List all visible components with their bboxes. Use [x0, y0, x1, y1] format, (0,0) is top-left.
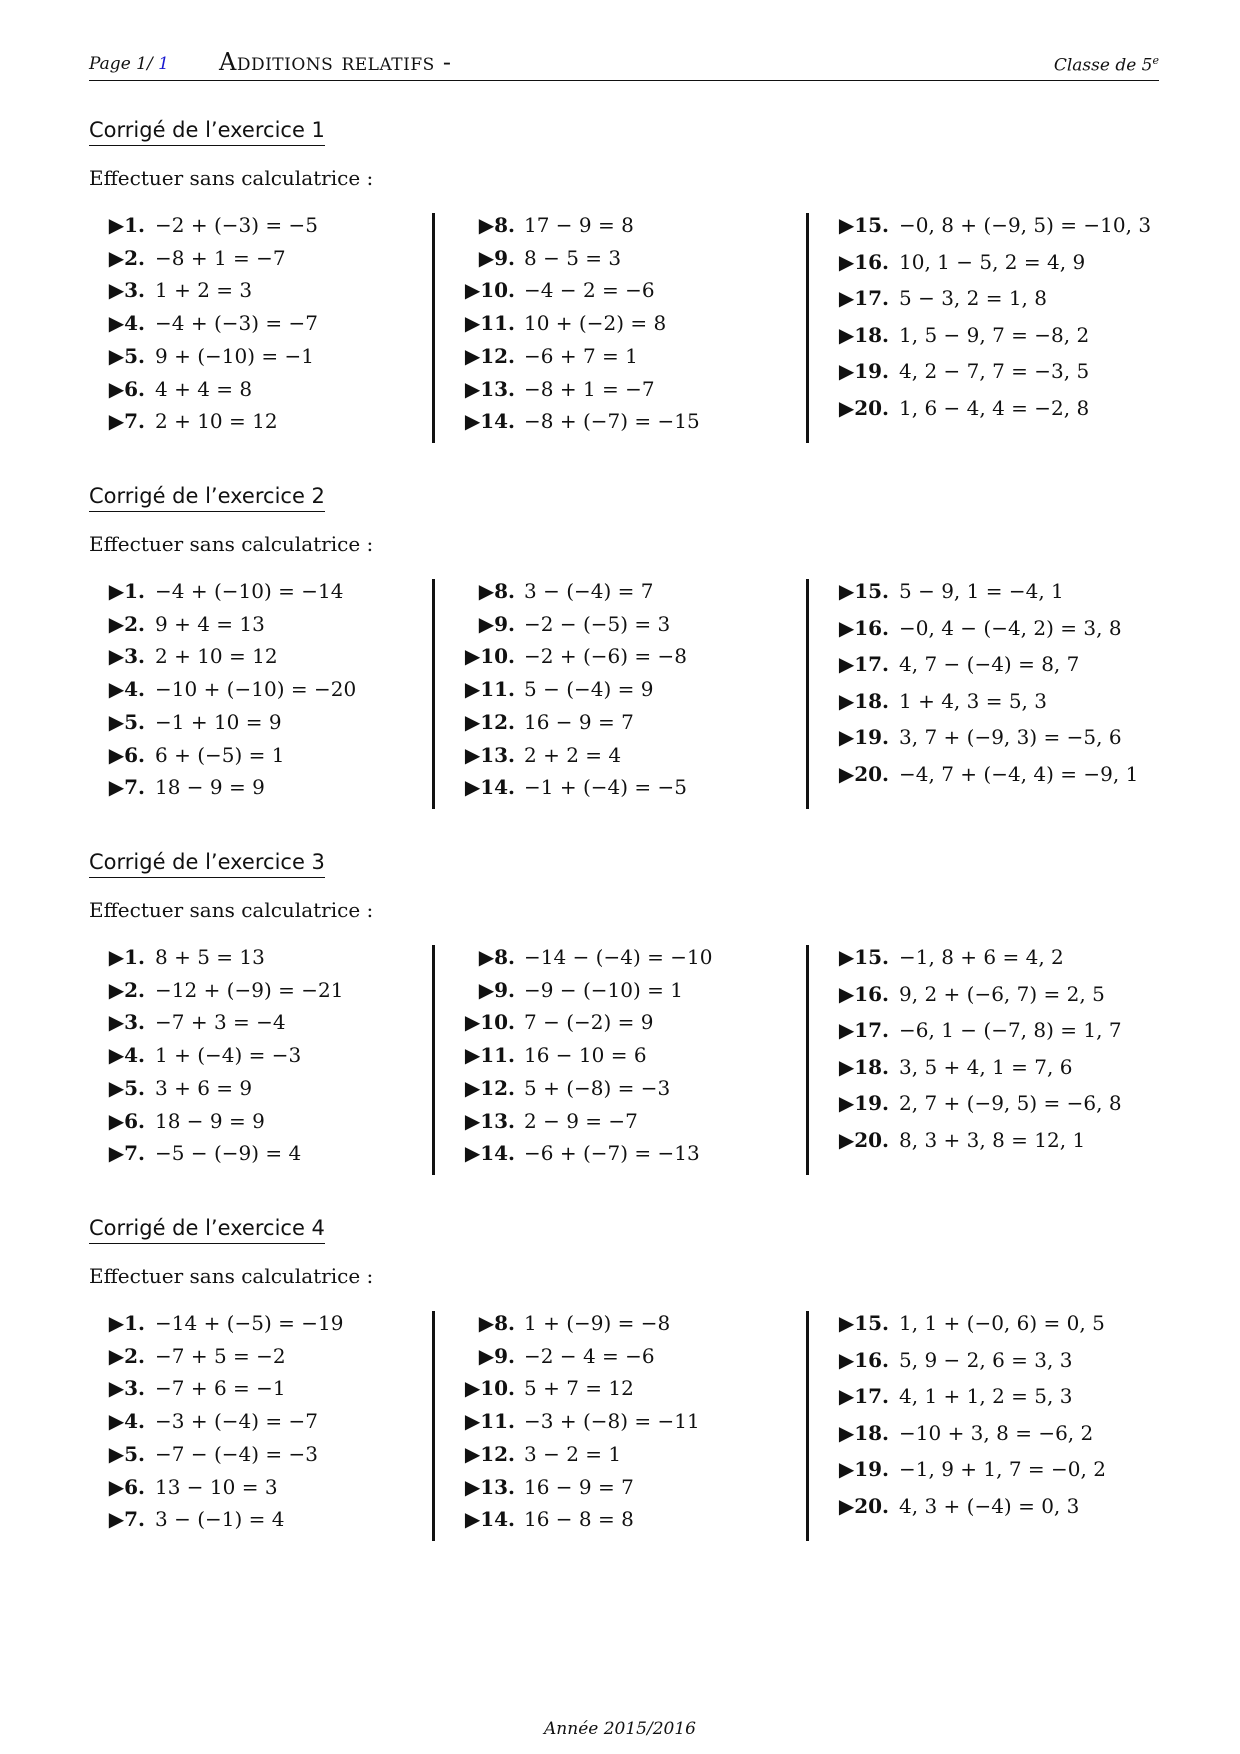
item-expression: 8 − 5 = 3 — [524, 245, 622, 270]
item-number: ▶6. — [108, 742, 145, 767]
item-number: ▶15. — [838, 945, 889, 969]
item-expression: 4, 1 + 1, 2 = 5, 3 — [899, 1384, 1073, 1408]
item-expression: −2 − 4 = −6 — [524, 1343, 655, 1368]
item-expression: 3 − (−1) = 4 — [155, 1507, 285, 1532]
item-number: ▶6. — [108, 1108, 145, 1133]
answer-column — [432, 213, 795, 443]
item-expression: −1, 9 + 1, 7 = −0, 2 — [899, 1457, 1106, 1481]
item-number: ▶12. — [464, 1075, 515, 1100]
item-expression: −14 + (−5) = −19 — [155, 1311, 344, 1335]
item-expression: 1 + 4, 3 = 5, 3 — [899, 688, 1047, 713]
exercise-instruction: Effectuer sans calculatrice : — [89, 532, 374, 556]
item-expression: −0, 8 + (−9, 5) = −10, 3 — [899, 213, 1152, 237]
item-expression: 4, 3 + (−4) = 0, 3 — [899, 1493, 1080, 1518]
item-expression: −4 + (−10) = −14 — [155, 579, 344, 603]
item-expression: −1 + 10 = 9 — [155, 709, 282, 734]
item-number: ▶20. — [838, 1493, 889, 1518]
item-number: ▶4. — [108, 1409, 145, 1434]
item-number: ▶12. — [464, 1441, 515, 1466]
item-number: ▶12. — [464, 343, 515, 368]
item-expression: 18 − 9 = 9 — [155, 1108, 265, 1133]
page-header — [89, 48, 1159, 81]
item-number: ▶20. — [838, 395, 889, 420]
item-number: ▶19. — [838, 359, 889, 383]
item-expression: 5 − 9, 1 = −4, 1 — [899, 579, 1064, 603]
item-number: ▶7. — [108, 409, 145, 434]
item-number: ▶16. — [838, 615, 889, 640]
item-expression: −7 − (−4) = −3 — [155, 1441, 318, 1466]
exercise-title: Corrigé de l’exercice 1 — [89, 118, 325, 146]
item-number: ▶8. — [478, 1311, 515, 1335]
item-number: ▶3. — [108, 278, 145, 303]
item-number: ▶17. — [838, 1384, 889, 1408]
item-expression: 3, 5 + 4, 1 = 7, 6 — [899, 1054, 1073, 1079]
page-footer: Année 2015/2016 — [544, 1719, 696, 1739]
item-expression: −2 + (−3) = −5 — [155, 213, 318, 237]
item-expression: 2 + 2 = 4 — [524, 742, 622, 767]
document-title: Additions relatifs - — [219, 48, 452, 76]
answer-column — [89, 945, 419, 1175]
item-expression: 2 − 9 = −7 — [524, 1108, 638, 1133]
item-expression: 1 + 2 = 3 — [155, 278, 253, 303]
item-number: ▶13. — [464, 1474, 515, 1499]
item-expression: 13 − 10 = 3 — [155, 1474, 278, 1499]
item-expression: −8 + (−7) = −15 — [524, 409, 700, 434]
item-number: ▶17. — [838, 1018, 889, 1042]
item-number: ▶9. — [478, 1343, 515, 1368]
item-number: ▶5. — [108, 709, 145, 734]
answer-column — [89, 579, 419, 809]
item-number: ▶18. — [838, 322, 889, 347]
item-number: ▶16. — [838, 249, 889, 274]
item-expression: −2 − (−5) = 3 — [524, 611, 671, 636]
item-expression: −8 + 1 = −7 — [524, 376, 655, 401]
item-number: ▶2. — [108, 977, 145, 1002]
item-expression: −0, 4 − (−4, 2) = 3, 8 — [899, 615, 1122, 640]
item-expression: 9 + 4 = 13 — [155, 611, 265, 636]
exercise-section — [89, 850, 1169, 1180]
item-expression: −4 + (−3) = −7 — [155, 311, 318, 336]
item-expression: −3 + (−8) = −11 — [524, 1409, 700, 1434]
item-number: ▶13. — [464, 376, 515, 401]
item-number: ▶18. — [838, 688, 889, 713]
item-number: ▶5. — [108, 1075, 145, 1100]
item-number: ▶8. — [478, 213, 515, 237]
answer-column — [806, 1311, 1169, 1541]
item-expression: −12 + (−9) = −21 — [155, 977, 344, 1002]
item-expression: 1, 5 − 9, 7 = −8, 2 — [899, 322, 1090, 347]
item-number: ▶1. — [108, 579, 145, 603]
answer-column — [806, 579, 1169, 809]
answer-column — [89, 1311, 419, 1541]
item-expression: 1 + (−4) = −3 — [155, 1043, 302, 1068]
item-expression: −5 − (−9) = 4 — [155, 1141, 302, 1166]
item-expression: −10 + 3, 8 = −6, 2 — [899, 1420, 1094, 1445]
exercise-instruction: Effectuer sans calculatrice : — [89, 166, 374, 190]
item-expression: −8 + 1 = −7 — [155, 245, 286, 270]
item-expression: 3 − 2 = 1 — [524, 1441, 622, 1466]
item-number: ▶13. — [464, 1108, 515, 1133]
item-number: ▶6. — [108, 376, 145, 401]
item-number: ▶1. — [108, 945, 145, 969]
item-expression: 7 − (−2) = 9 — [524, 1010, 654, 1035]
exercise-section — [89, 1216, 1169, 1546]
item-expression: −7 + 6 = −1 — [155, 1376, 286, 1401]
item-number: ▶11. — [464, 677, 515, 702]
item-expression: 16 − 9 = 7 — [524, 709, 634, 734]
answer-column — [432, 1311, 795, 1541]
item-expression: −2 + (−6) = −8 — [524, 644, 687, 669]
class-label-sup: e — [1152, 54, 1159, 67]
answer-column — [432, 579, 795, 809]
item-number: ▶4. — [108, 677, 145, 702]
exercise-section — [89, 118, 1169, 448]
exercise-section — [89, 484, 1169, 814]
item-expression: −1, 8 + 6 = 4, 2 — [899, 945, 1064, 969]
exercise-instruction: Effectuer sans calculatrice : — [89, 1264, 374, 1288]
item-expression: 10, 1 − 5, 2 = 4, 9 — [899, 249, 1086, 274]
item-expression: 6 + (−5) = 1 — [155, 742, 285, 767]
item-expression: −4, 7 + (−4, 4) = −9, 1 — [899, 761, 1139, 786]
item-number: ▶9. — [478, 611, 515, 636]
exercise-title: Corrigé de l’exercice 4 — [89, 1216, 325, 1244]
item-expression: 4, 7 − (−4) = 8, 7 — [899, 652, 1080, 676]
item-expression: −10 + (−10) = −20 — [155, 677, 357, 702]
item-number: ▶16. — [838, 1347, 889, 1372]
item-expression: 1, 6 − 4, 4 = −2, 8 — [899, 395, 1090, 420]
item-expression: 2, 7 + (−9, 5) = −6, 8 — [899, 1091, 1122, 1115]
item-expression: 5 + (−8) = −3 — [524, 1075, 671, 1100]
item-expression: 16 − 10 = 6 — [524, 1043, 647, 1068]
class-label-text: Classe de 5 — [1053, 55, 1153, 76]
item-number: ▶15. — [838, 213, 889, 237]
item-expression: 5 + 7 = 12 — [524, 1376, 634, 1401]
answer-column — [806, 213, 1169, 443]
item-number: ▶19. — [838, 1457, 889, 1481]
item-expression: 18 − 9 = 9 — [155, 775, 265, 800]
item-expression: 5 − 3, 2 = 1, 8 — [899, 286, 1047, 310]
item-expression: 3 − (−4) = 7 — [524, 579, 654, 603]
item-number: ▶1. — [108, 213, 145, 237]
item-expression: 9 + (−10) = −1 — [155, 343, 314, 368]
item-number: ▶17. — [838, 286, 889, 310]
item-expression: 3 + 6 = 9 — [155, 1075, 253, 1100]
item-number: ▶8. — [478, 579, 515, 603]
item-expression: 5, 9 − 2, 6 = 3, 3 — [899, 1347, 1073, 1372]
item-number: ▶18. — [838, 1054, 889, 1079]
item-number: ▶7. — [108, 775, 145, 800]
item-expression: −7 + 3 = −4 — [155, 1010, 286, 1035]
item-number: ▶13. — [464, 742, 515, 767]
exercise-title: Corrigé de l’exercice 2 — [89, 484, 325, 512]
item-number: ▶17. — [838, 652, 889, 676]
item-number: ▶10. — [464, 1010, 515, 1035]
item-expression: 10 + (−2) = 8 — [524, 311, 667, 336]
item-number: ▶6. — [108, 1474, 145, 1499]
item-number: ▶3. — [108, 1376, 145, 1401]
item-number: ▶10. — [464, 1376, 515, 1401]
answer-column — [806, 945, 1169, 1175]
item-expression: 16 − 9 = 7 — [524, 1474, 634, 1499]
item-number: ▶5. — [108, 343, 145, 368]
item-number: ▶2. — [108, 1343, 145, 1368]
item-number: ▶20. — [838, 761, 889, 786]
item-number: ▶20. — [838, 1127, 889, 1152]
item-number: ▶12. — [464, 709, 515, 734]
page-label: Page 1/ — [89, 54, 153, 74]
item-number: ▶16. — [838, 981, 889, 1006]
item-number: ▶4. — [108, 311, 145, 336]
item-expression: 16 − 8 = 8 — [524, 1507, 634, 1532]
item-number: ▶3. — [108, 1010, 145, 1035]
item-number: ▶10. — [464, 278, 515, 303]
item-number: ▶3. — [108, 644, 145, 669]
item-number: ▶14. — [464, 775, 515, 800]
item-number: ▶14. — [464, 409, 515, 434]
item-number: ▶8. — [478, 945, 515, 969]
item-expression: −3 + (−4) = −7 — [155, 1409, 318, 1434]
item-expression: 2 + 10 = 12 — [155, 409, 278, 434]
item-number: ▶11. — [464, 1409, 515, 1434]
item-number: ▶2. — [108, 245, 145, 270]
item-number: ▶15. — [838, 1311, 889, 1335]
page-number — [89, 54, 169, 74]
item-expression: 9, 2 + (−6, 7) = 2, 5 — [899, 981, 1105, 1006]
item-expression: 8 + 5 = 13 — [155, 945, 265, 969]
item-number: ▶14. — [464, 1507, 515, 1532]
item-number: ▶10. — [464, 644, 515, 669]
item-number: ▶5. — [108, 1441, 145, 1466]
item-number: ▶11. — [464, 1043, 515, 1068]
item-expression: −14 − (−4) = −10 — [524, 945, 713, 969]
item-number: ▶7. — [108, 1141, 145, 1166]
item-expression: 5 − (−4) = 9 — [524, 677, 654, 702]
item-expression: 1, 1 + (−0, 6) = 0, 5 — [899, 1311, 1105, 1335]
item-number: ▶7. — [108, 1507, 145, 1532]
item-expression: 4 + 4 = 8 — [155, 376, 253, 401]
item-expression: −6 + 7 = 1 — [524, 343, 638, 368]
item-number: ▶18. — [838, 1420, 889, 1445]
item-number: ▶11. — [464, 311, 515, 336]
item-number: ▶4. — [108, 1043, 145, 1068]
item-expression: −1 + (−4) = −5 — [524, 775, 687, 800]
item-expression: −9 − (−10) = 1 — [524, 977, 683, 1002]
item-expression: −4 − 2 = −6 — [524, 278, 655, 303]
item-number: ▶2. — [108, 611, 145, 636]
item-expression: 8, 3 + 3, 8 = 12, 1 — [899, 1127, 1086, 1152]
exercise-instruction: Effectuer sans calculatrice : — [89, 898, 374, 922]
item-expression: 4, 2 − 7, 7 = −3, 5 — [899, 359, 1090, 383]
item-expression: 1 + (−9) = −8 — [524, 1311, 671, 1335]
item-expression: 3, 7 + (−9, 3) = −5, 6 — [899, 725, 1122, 749]
item-number: ▶1. — [108, 1311, 145, 1335]
item-expression: 17 − 9 = 8 — [524, 213, 634, 237]
item-number: ▶15. — [838, 579, 889, 603]
item-number: ▶14. — [464, 1141, 515, 1166]
item-number: ▶9. — [478, 977, 515, 1002]
item-number: ▶9. — [478, 245, 515, 270]
answer-column — [432, 945, 795, 1175]
item-number: ▶19. — [838, 725, 889, 749]
item-number: ▶19. — [838, 1091, 889, 1115]
exercise-title: Corrigé de l’exercice 3 — [89, 850, 325, 878]
answer-column — [89, 213, 419, 443]
class-label — [1054, 54, 1159, 76]
item-expression: 2 + 10 = 12 — [155, 644, 278, 669]
item-expression: −6 + (−7) = −13 — [524, 1141, 700, 1166]
item-expression: −6, 1 − (−7, 8) = 1, 7 — [899, 1018, 1122, 1042]
page-total-link[interactable]: 1 — [158, 54, 169, 74]
item-expression: −7 + 5 = −2 — [155, 1343, 286, 1368]
